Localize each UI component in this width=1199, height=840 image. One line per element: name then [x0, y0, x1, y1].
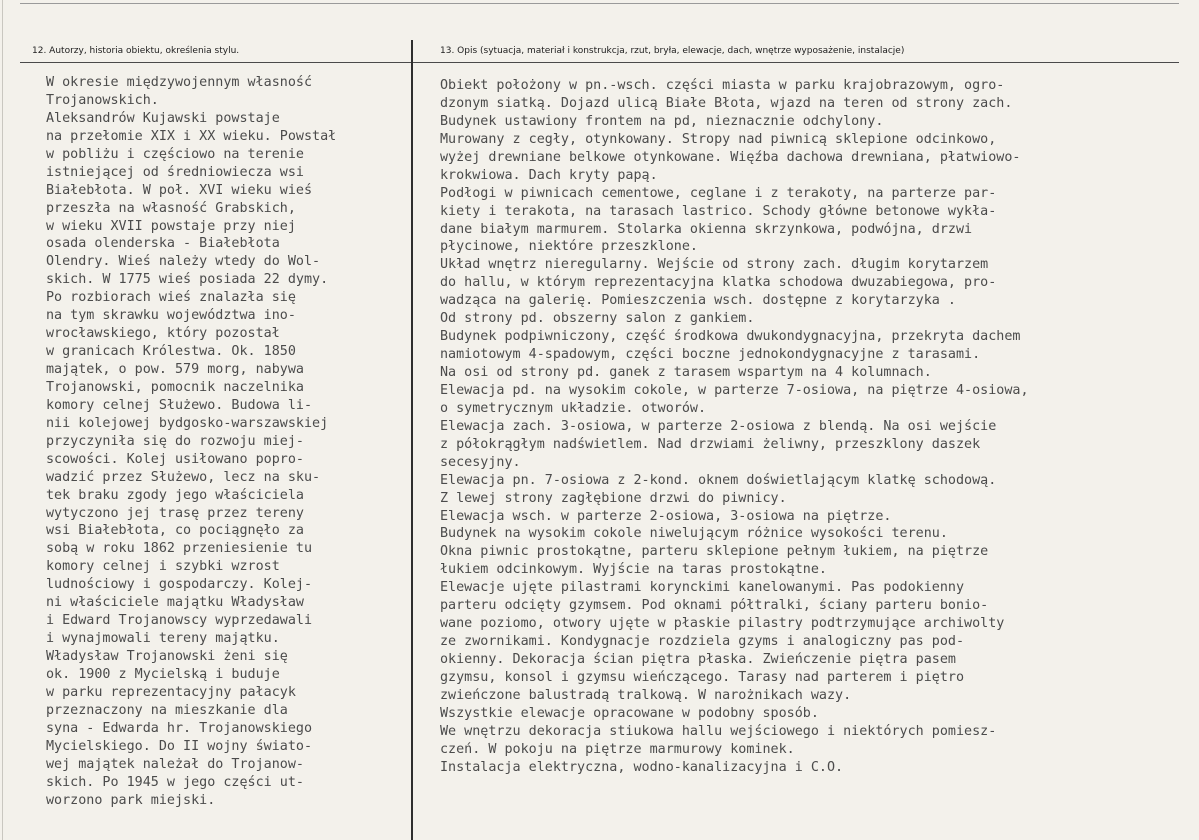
- history-text-line: przyczyniła się do rozwoju miej-: [46, 433, 304, 449]
- history-text-line: w pobliżu i częściowo na terenie: [46, 146, 304, 162]
- history-text-line: istniejącej od średniowiecza wsi: [46, 164, 304, 180]
- history-text-line: w granicach Królestwa. Ok. 1850: [46, 344, 296, 360]
- history-text-line: wytyczono jej trasę przez tereny: [46, 505, 304, 521]
- description-text-line: Podłogi w piwnicach cementowe, ceglane i z terakoty, na parterze par-: [440, 185, 997, 201]
- history-text-line: skich. Po 1945 w jego części ut-: [46, 774, 304, 790]
- history-text-line: ni właściciele majątku Władysław: [46, 595, 304, 611]
- history-text-line: ludnościowy i gospodarczy. Kolej-: [46, 577, 313, 593]
- sheet-left-edge: [2, 0, 3, 840]
- history-text-line: wrocławskiego, który pozostał: [46, 326, 280, 342]
- description-text-line: ze zwornikami. Kondygnacje rozdziela gzyms i analogiczny pas pod-: [440, 634, 965, 650]
- description-text-line: Układ wnętrz nieregularny. Wejście od strony zach. długim korytarzem: [440, 257, 989, 273]
- history-text-line: w parku reprezentacyjny pałacyk: [46, 684, 296, 700]
- history-text-line: na przełomie XIX i XX wieku. Powstał: [46, 128, 337, 144]
- description-text-line: Budynek podpiwniczony, część środkowa dwukondygnacyjna, przekryta dachem: [440, 329, 1021, 345]
- description-text-line: wyżej drewniane belkowe otynkowane. Więźba dachowa drewniana, płatwiowo-: [440, 149, 1021, 165]
- description-text-line: krokwiowa. Dach kryty papą.: [440, 167, 658, 183]
- history-text-line: Trojanowskich.: [46, 92, 159, 108]
- description-text-line: kiety i terakota, na tarasach lastrico. Schody główne betonowe wykła-: [440, 203, 997, 219]
- history-text-line: majątek, o pow. 579 morg, nabywa: [46, 362, 304, 377]
- description-text-line: Elewacja wsch. w parterze 2-osiowa, 3-osiowa na piętrze.: [440, 508, 892, 524]
- history-text-line: komory celnej i szybki wzrost: [46, 559, 280, 575]
- history-text-line: scowości. Kolej usiłowano popro-: [46, 451, 304, 467]
- history-text-line: tek braku zgody jego właściciela: [46, 487, 304, 503]
- description-text-line: Na osi od strony pd. ganek z tarasem wspartym na 4 kolumnach.: [440, 365, 932, 380]
- description-text-line: o symetrycznym układzie. otworów.: [440, 400, 707, 416]
- description-text-line: z półokrągłym nadświetlem. Nad drzwiami żeliwny, przeszklony daszek: [440, 436, 981, 452]
- description-text-line: Obiekt położony w pn.-wsch. części miasta w parku krajobrazowym, ogro-: [440, 78, 1005, 93]
- header-rule: [20, 62, 1179, 63]
- history-text-line: sobą w roku 1862 przeniesienie tu: [46, 541, 313, 557]
- description-text-line: okienny. Dekoracja ścian piętra płaska. Zwieńczenie piętra pasem: [440, 652, 956, 667]
- history-text-line: Olendry. Wieś należy wtedy do Wol-: [46, 254, 321, 270]
- description-text-line: We wnętrzu dekoracja stiukowa hallu wejściowego i niektórych pomiesz-: [440, 723, 997, 739]
- description-text-line: Od strony pd. obszerny salon z gankiem.: [440, 311, 755, 327]
- history-text-line: W okresie międzywojennym własność: [46, 75, 313, 90]
- description-text-line: parteru odcięty gzymsem. Pod oknami półtralki, ściany parteru bonio-: [440, 598, 989, 614]
- history-text-line: syna - Edwarda hr. Trojanowskiego: [46, 720, 313, 736]
- history-text-line: i wynajmowali tereny majątku.: [46, 631, 280, 647]
- description-text-line: Wszystkie elewacje opracowane w podobny sposób.: [440, 705, 819, 721]
- description-text-line: wane poziomo, otwory ujęte w płaskie pilastry podtrzymujące archiwolty: [440, 616, 1005, 632]
- history-text-line: wej majątek należał do Trojanow-: [46, 756, 304, 772]
- description-text-line: Z lewej strony zagłębione drzwi do piwnicy.: [440, 490, 787, 506]
- history-text-line: przeznaczony na mieszkanie dla: [46, 702, 288, 718]
- description-text-line: Budynek na wysokim cokole niwelującym różnice wysokości terenu.: [440, 526, 948, 542]
- description-text-line: gzymsu, konsol i gzymsu wieńczącego. Tarasy nad parterem i piętro: [440, 669, 965, 685]
- description-text-line: Elewacja pd. na wysokim cokole, w parterze 7-osiowa, na piętrze 4-osiowa,: [440, 382, 1029, 398]
- history-text-line: Po rozbiorach wieś znalazła się: [46, 290, 296, 306]
- description-text-line: dane białym marmurem. Stolarka okienna skrzynkowa, podwójna, drzwi: [440, 221, 973, 237]
- history-text-line: nii kolejowej bydgosko-warszawskiej: [46, 415, 329, 431]
- history-text-line: przeszła na własność Grabskich,: [46, 200, 296, 216]
- description-text-line: płycinowe, niektóre przeszklone.: [440, 239, 698, 255]
- description-text-line: namiotowym 4-spadowym, części boczne jednokondygnacyjne z tarasami.: [440, 347, 981, 363]
- history-text-line: worzono park miejski.: [46, 792, 216, 808]
- history-text-line: wadzić przez Służewo, lecz na sku-: [46, 469, 321, 485]
- history-text-line: ok. 1900 z Mycielską i buduje: [46, 666, 280, 682]
- description-text-line: secesyjny.: [440, 454, 521, 470]
- description-text-line: Elewacja pn. 7-osiowa z 2-kond. oknem doświetlającym klatkę schodową.: [440, 472, 997, 488]
- history-text-line: w wieku XVII powstaje przy niej: [46, 218, 296, 234]
- description-text-line: wadząca na galerię. Pomieszczenia wsch. dostępne z korytarzyka .: [440, 293, 956, 309]
- description-text-line: Murowany z cegły, otynkowany. Stropy nad piwnicą sklepione odcinkowo,: [440, 131, 997, 147]
- history-text-line: na tym skrawku województwa ino-: [46, 308, 296, 324]
- description-text-column: [440, 77, 1029, 777]
- description-text-line: łukiem odcinkowym. Wyjście na taras prostokątne.: [440, 562, 827, 578]
- description-text-line: Elewacja zach. 3-osiowa, w parterze 2-osiowa z blendą. Na osi wejście: [440, 418, 997, 434]
- history-text-line: i Edward Trojanowscy wyprzedawali: [46, 613, 313, 629]
- history-text-line: osada olenderska - Białebłota: [46, 236, 280, 252]
- history-text-line: komory celnej Służewo. Budowa li-: [46, 397, 313, 413]
- description-text-line: Instalacja elektryczna, wodno-kanalizacyjna i C.O.: [440, 759, 844, 775]
- section-13-heading: 13. Opis (sytuacja, materiał i konstrukcja, rzut, bryła, elewacje, dach, wnętrze wyposażenie, instalacje): [440, 46, 905, 56]
- history-text-line: Aleksandrów Kujawski powstaje: [46, 110, 280, 126]
- column-divider: [411, 40, 413, 840]
- description-text-line: czeń. W pokoju na piętrze marmurowy kominek.: [440, 741, 795, 757]
- section-12-heading: 12. Autorzy, historia obiektu, określenia stylu.: [32, 46, 240, 56]
- top-rule: [20, 3, 1179, 4]
- description-text-line: Okna piwnic prostokątne, parteru sklepione pełnym łukiem, na piętrze: [440, 544, 989, 560]
- history-text-column: [46, 74, 336, 809]
- history-text-line: Trojanowski, pomocnik naczelnika: [46, 379, 304, 395]
- history-text-line: wsi Białebłota, co pociągnęło za: [46, 523, 304, 539]
- history-text-line: Białebłota. W poł. XVI wieku wieś: [46, 182, 313, 198]
- description-text-line: Elewacje ujęte pilastrami korynckimi kanelowanymi. Pas podokienny: [440, 580, 965, 596]
- description-text-line: dzonym siatką. Dojazd ulicą Białe Błota, wjazd na teren od strony zach.: [440, 95, 1013, 111]
- description-text-line: Budynek ustawiony frontem na pd, nieznacznie odchylony.: [440, 113, 884, 129]
- history-text-line: Mycielskiego. Do II wojny świato-: [46, 738, 313, 754]
- description-text-line: zwieńczone balustradą tralkową. W narożnikach wazy.: [440, 687, 852, 703]
- history-text-line: Władysław Trojanowski żeni się: [46, 649, 288, 664]
- description-text-line: do hallu, w którym reprezentacyjna klatka schodowa dwuzabiegowa, pro-: [440, 275, 997, 291]
- history-text-line: skich. W 1775 wieś posiada 22 dymy.: [46, 272, 329, 288]
